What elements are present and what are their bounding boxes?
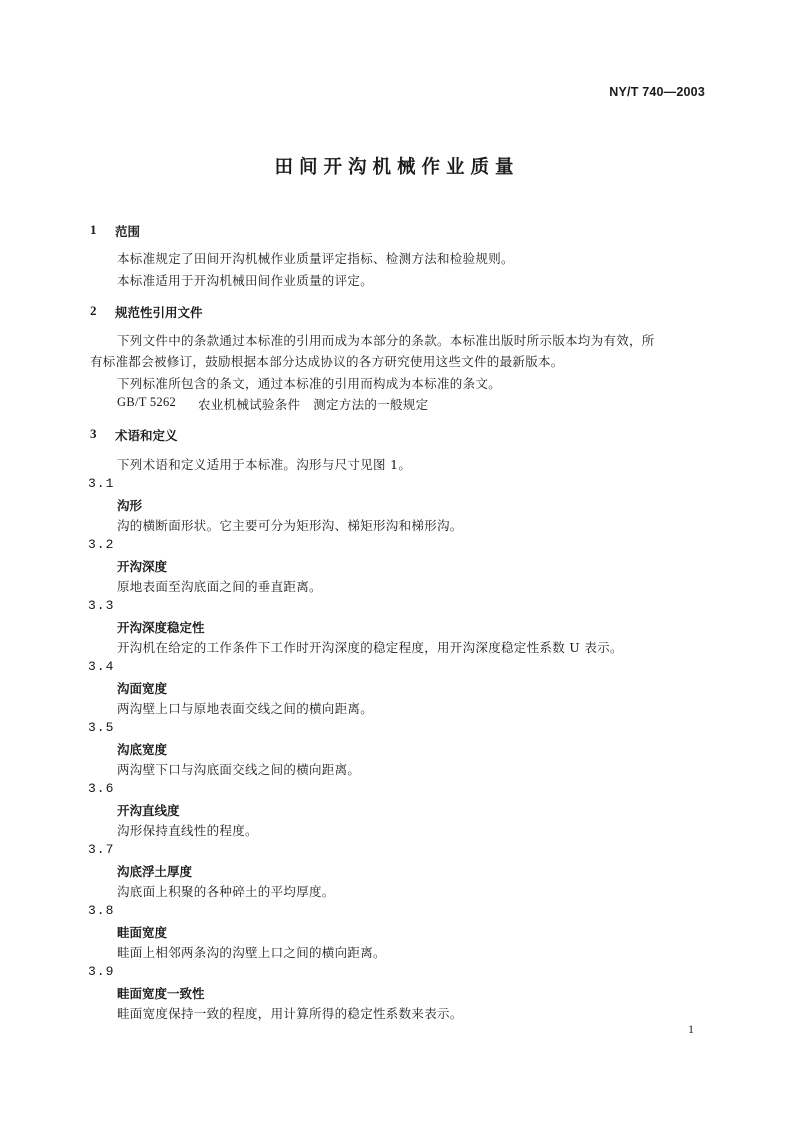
reference-title: 农业机械试验条件 测定方法的一般规定 xyxy=(198,397,429,412)
page-number: 1 xyxy=(688,1022,694,1036)
term-definition: 原地表面至沟底面之间的垂直距离。 xyxy=(117,579,322,594)
term-name: 畦面宽度一致性 xyxy=(117,986,205,1001)
section-2-paragraph: 下列文件中的条款通过本标准的引用而成为本部分的条款。本标准出版时所示版本均为有效，所 xyxy=(117,333,655,348)
section-2-paragraph: 下列标准所包含的条文，通过本标准的引用而构成为本标准的条文。 xyxy=(117,376,502,391)
term-number: 3.7 xyxy=(88,842,115,857)
term-number: 3.4 xyxy=(88,659,115,674)
term-number: 3.9 xyxy=(88,964,115,979)
term-name: 开沟深度 xyxy=(117,559,168,574)
section-2-paragraph-continued: 有标准都会被修订，鼓励根据本部分达成协议的各方研究使用这些文件的最新版本。 xyxy=(90,354,564,369)
term-name: 开沟深度稳定性 xyxy=(117,620,205,635)
term-definition: 畦面宽度保持一致的程度，用计算所得的稳定性系数来表示。 xyxy=(117,1006,463,1021)
term-number: 3.2 xyxy=(88,537,115,552)
term-definition: 两沟壁上口与原地表面交线之间的横向距离。 xyxy=(117,701,374,716)
term-definition: 沟形保持直线性的程度。 xyxy=(117,823,258,838)
term-number: 3.8 xyxy=(88,903,115,918)
term-number: 3.6 xyxy=(88,781,115,796)
term-name: 沟形 xyxy=(117,498,143,513)
section-1-paragraph: 本标准适用于开沟机械田间作业质量的评定。 xyxy=(117,273,374,288)
term-name: 沟底宽度 xyxy=(117,742,168,757)
term-name: 畦面宽度 xyxy=(117,925,168,940)
document-title: 田间开沟机械作业质量 xyxy=(274,157,520,178)
section-2-heading: 规范性引用文件 xyxy=(115,305,203,320)
reference-code: GB/T 5262 xyxy=(117,395,177,409)
term-name: 沟面宽度 xyxy=(117,681,168,696)
term-name: 沟底浮土厚度 xyxy=(117,864,193,879)
standard-number: NY/T 740—2003 xyxy=(609,85,705,99)
section-2-number: 2 xyxy=(90,303,97,318)
term-number: 3.5 xyxy=(88,720,115,735)
term-name: 开沟直线度 xyxy=(117,803,180,818)
section-3-heading: 术语和定义 xyxy=(115,428,178,443)
term-definition: 沟的横断面形状。它主要可分为矩形沟、梯矩形沟和梯形沟。 xyxy=(117,518,463,533)
section-1-paragraph: 本标准规定了田间开沟机械作业质量评定指标、检测方法和检验规则。 xyxy=(117,251,514,266)
term-definition: 沟底面上积聚的各种碎土的平均厚度。 xyxy=(117,884,335,899)
section-3-paragraph: 下列术语和定义适用于本标准。沟形与尺寸见图 1。 xyxy=(117,457,412,472)
section-1-number: 1 xyxy=(90,222,97,237)
term-definition: 畦面上相邻两条沟的沟壁上口之间的横向距离。 xyxy=(117,945,386,960)
term-number: 3.1 xyxy=(88,476,115,491)
term-definition: 开沟机在给定的工作条件下工作时开沟深度的稳定程度，用开沟深度稳定性系数 U 表示。 xyxy=(117,640,623,655)
term-number: 3.3 xyxy=(88,598,115,613)
section-1-heading: 范围 xyxy=(115,224,141,239)
section-3-number: 3 xyxy=(90,426,97,441)
term-definition: 两沟壁下口与沟底面交线之间的横向距离。 xyxy=(117,762,361,777)
